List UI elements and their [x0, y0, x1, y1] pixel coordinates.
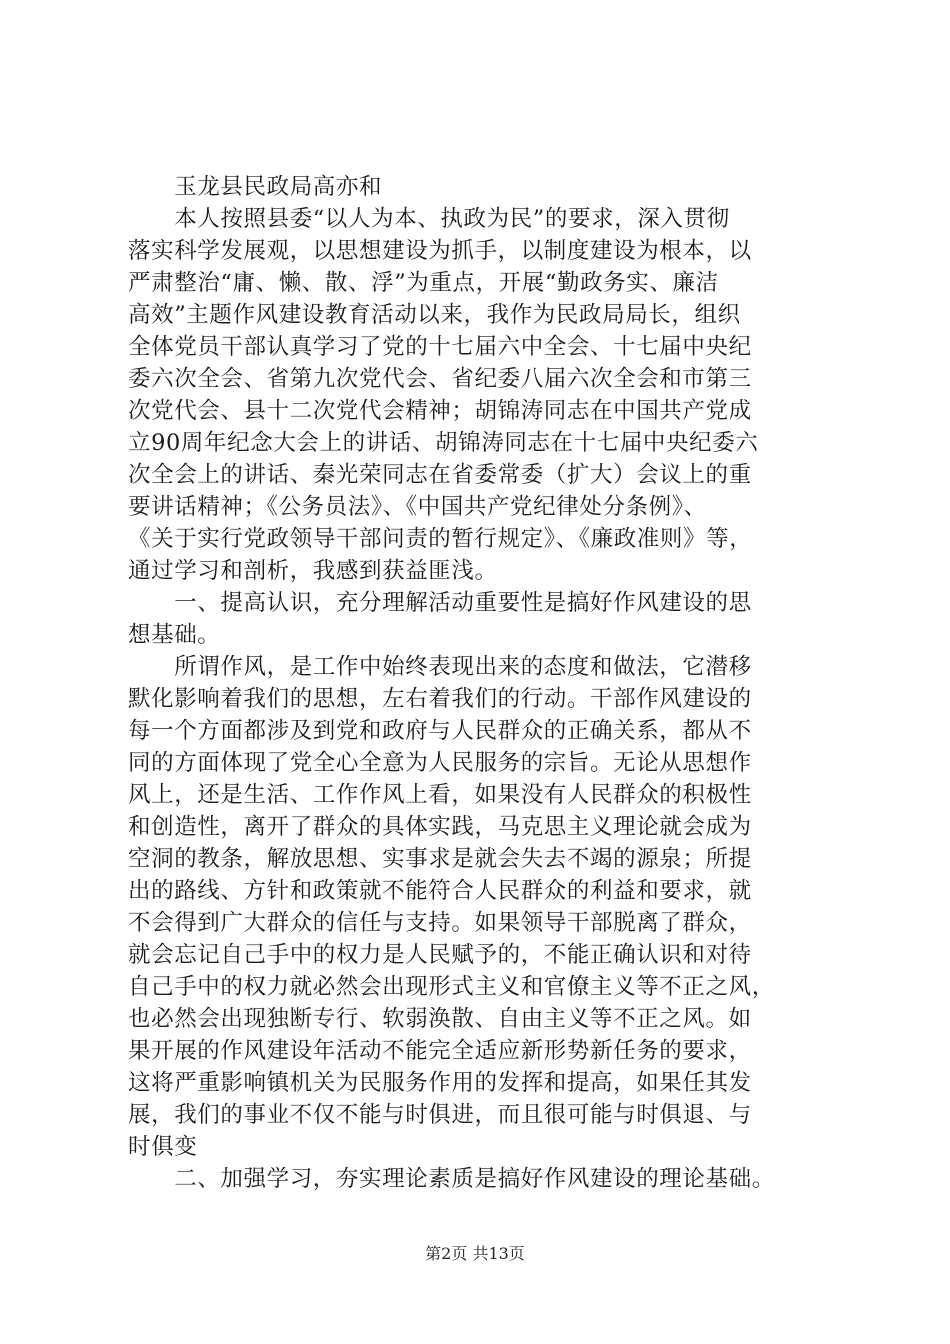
paragraph-line: 默化影响着我们的思想，左右着我们的行动。干部作风建设的	[128, 686, 752, 712]
paragraph-line: 自己手中的权力就必然会出现形式主义和官僚主义等不正之风，	[128, 974, 775, 1000]
paragraph-line: 同的方面体现了党全心全意为人民服务的宗旨。无论从思想作	[128, 750, 752, 776]
paragraph-line: 出的路线、方针和政策就不能符合人民群众的利益和要求，就	[128, 878, 752, 904]
paragraph-line: 空洞的教条，解放思想、实事求是就会失去不竭的源泉；所提	[128, 846, 752, 872]
paragraph-line: 委六次全会、省第九次党代会、省纪委八届六次全会和市第三	[128, 366, 752, 392]
paragraph-line: 所谓作风，是工作中始终表现出来的态度和做法，它潜移	[128, 654, 752, 680]
paragraph-line: 和创造性，离开了群众的具体实践，马克思主义理论就会成为	[128, 814, 752, 840]
paragraph-line: 本人按照县委“以人为本、执政为民”的要求，深入贯彻	[128, 206, 730, 232]
paragraph-line: 要讲话精神；《公务员法》、《中国共产党纪律处分条例》、	[128, 494, 707, 520]
paragraph-line: 立90周年纪念大会上的讲话、胡锦涛同志在十七届中央纪委六	[128, 430, 759, 456]
paragraph-line: 就会忘记自己手中的权力是人民赋予的，不能正确认识和对待	[128, 942, 752, 968]
paragraph-line: 这将严重影响镇机关为民服务作用的发挥和提高，如果任其发	[128, 1070, 752, 1096]
paragraph-line: 通过学习和剖析，我感到获益匪浅。	[128, 558, 498, 584]
paragraph-line: 也必然会出现独断专行、软弱涣散、自由主义等不正之风。如	[128, 1006, 752, 1032]
section-heading-line: 二、加强学习，夯实理论素质是搞好作风建设的理论基础。	[128, 1166, 775, 1192]
author-line: 玉龙县民政局高亦和	[128, 174, 383, 200]
paragraph-line: 果开展的作风建设年活动不能完全适应新形势新任务的要求，	[128, 1038, 752, 1064]
paragraph-line: 风上，还是生活、工作作风上看，如果没有人民群众的积极性	[128, 782, 752, 808]
paragraph-line: 次全会上的讲话、秦光荣同志在省委常委（扩大）会议上的重	[128, 462, 752, 488]
paragraph-line: 时俱变	[128, 1134, 198, 1160]
paragraph-line: 《关于实行党政领导干部问责的暂行规定》、《廉政准则》等，	[128, 526, 753, 552]
paragraph-line: 次党代会、县十二次党代会精神；胡锦涛同志在中国共产党成	[128, 398, 752, 424]
paragraph-line: 每一个方面都涉及到党和政府与人民群众的正确关系，都从不	[128, 718, 752, 744]
section-heading-line: 一、提高认识，充分理解活动重要性是搞好作风建设的思	[128, 590, 752, 616]
paragraph-line: 落实科学发展观，以思想建设为抓手，以制度建设为根本，以	[128, 238, 752, 264]
paragraph-line: 高效”主题作风建设教育活动以来，我作为民政局局长，组织	[128, 302, 741, 328]
paragraph-line: 展，我们的事业不仅不能与时俱进，而且很可能与时俱退、与	[128, 1102, 752, 1128]
paragraph-line: 不会得到广大群众的信任与支持。如果领导干部脱离了群众，	[128, 910, 752, 936]
page-number-footer: 第2页 共13页	[425, 1244, 525, 1263]
paragraph-line: 全体党员干部认真学习了党的十七届六中全会、十七届中央纪	[128, 334, 752, 360]
paragraph-line: 严肃整治“庸、懒、散、浮”为重点，开展“勤政务实、廉洁	[128, 270, 719, 296]
section-heading-line: 想基础。	[128, 622, 221, 648]
